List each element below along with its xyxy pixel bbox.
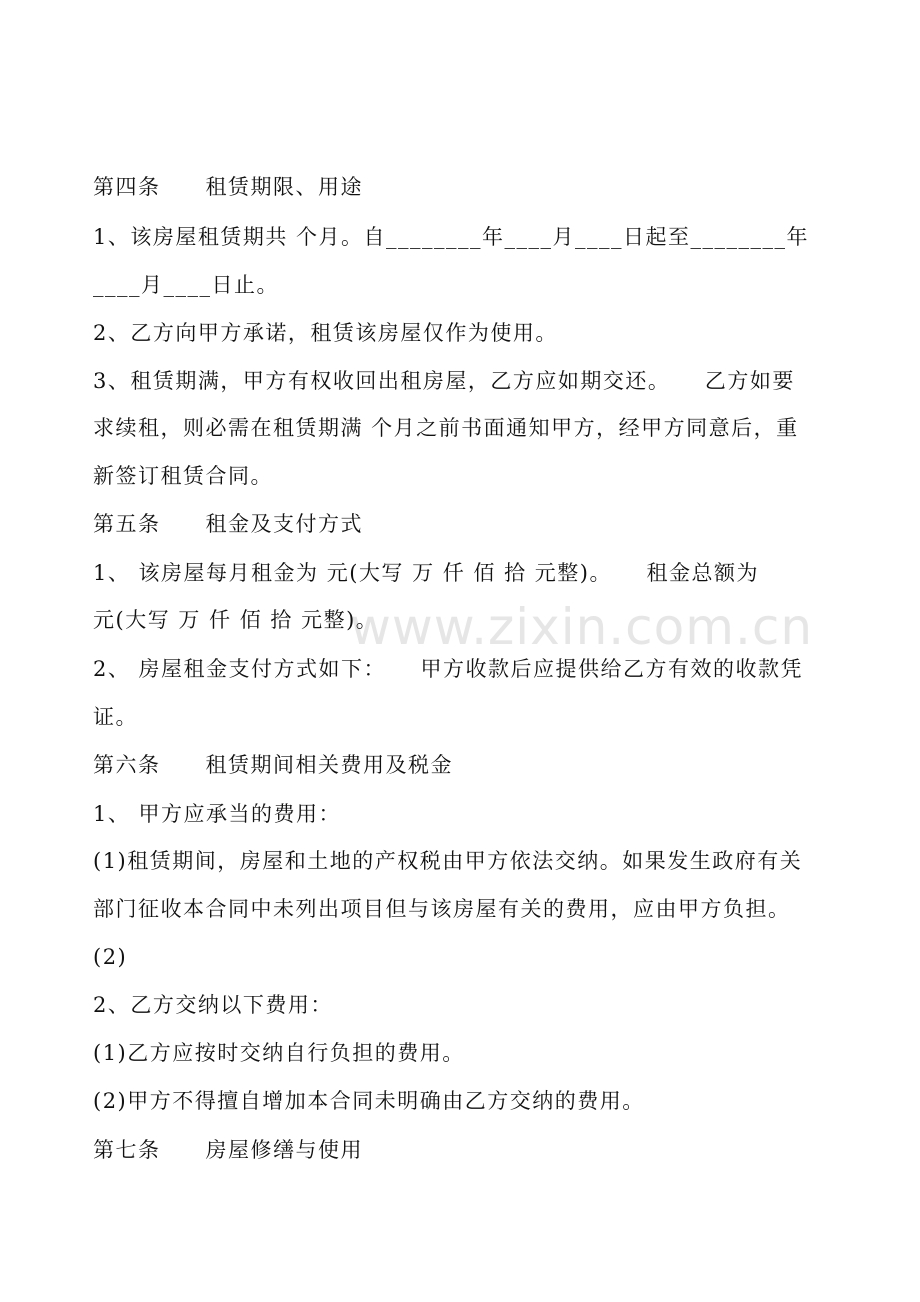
article-6-clause-2: 2、乙方交纳以下费用： xyxy=(93,993,333,1017)
article-6-heading: 第六条 租赁期间相关费用及税金 xyxy=(93,753,453,777)
article-4-clause-3-line-2: 求续租，则必需在租赁期满 个月之前书面通知甲方，经甲方同意后，重 xyxy=(93,416,799,440)
article-4-clause-1-line-2: ____月____日止。 xyxy=(93,273,279,297)
article-6-item-1-line-2: 部门征收本合同中未列出项目但与该房屋有关的费用，应由甲方负担。 xyxy=(93,897,791,921)
watermark: www.zixin.com.cn xyxy=(350,598,814,656)
article-5-clause-2-line-2: 证。 xyxy=(93,705,138,729)
article-5-heading: 第五条 租金及支付方式 xyxy=(93,512,363,536)
article-6-item-2: (2) xyxy=(93,945,128,969)
article-6-clause-1: 1、 甲方应承当的费用： xyxy=(93,802,342,826)
article-4-clause-1-line-1: 1、该房屋租赁期共 个月。自________年____月____日起至________年 xyxy=(93,225,810,249)
article-6-clause-2-item-1: (1)乙方应按时交纳自行负担的费用。 xyxy=(93,1041,465,1065)
article-4-clause-3-line-3: 新签订租赁合同。 xyxy=(93,464,273,488)
article-6-clause-2-item-2: (2)甲方不得擅自增加本合同未明确由乙方交纳的费用。 xyxy=(93,1089,645,1113)
article-4-clause-3-line-1: 3、租赁期满，甲方有权收回出租房屋，乙方应如期交还。 乙方如要 xyxy=(93,369,795,393)
article-5-clause-2-line-1: 2、 房屋租金支付方式如下： 甲方收款后应提供给乙方有效的收款凭 xyxy=(93,657,804,681)
article-7-heading: 第七条 房屋修缮与使用 xyxy=(93,1138,363,1162)
article-4-clause-2: 2、乙方向甲方承诺，租赁该房屋仅作为使用。 xyxy=(93,321,558,345)
article-4-heading: 第四条 租赁期限、用途 xyxy=(93,175,363,199)
article-5-clause-1-line-2: 元(大写 万 仟 佰 拾 元整)。 xyxy=(93,608,379,632)
article-6-item-1-line-1: (1)租赁期间，房屋和土地的产权税由甲方依法交纳。如果发生政府有关 xyxy=(93,849,803,873)
article-5-clause-1-line-1: 1、 该房屋每月租金为 元(大写 万 仟 佰 拾 元整)。 租金总额为 xyxy=(93,561,759,585)
